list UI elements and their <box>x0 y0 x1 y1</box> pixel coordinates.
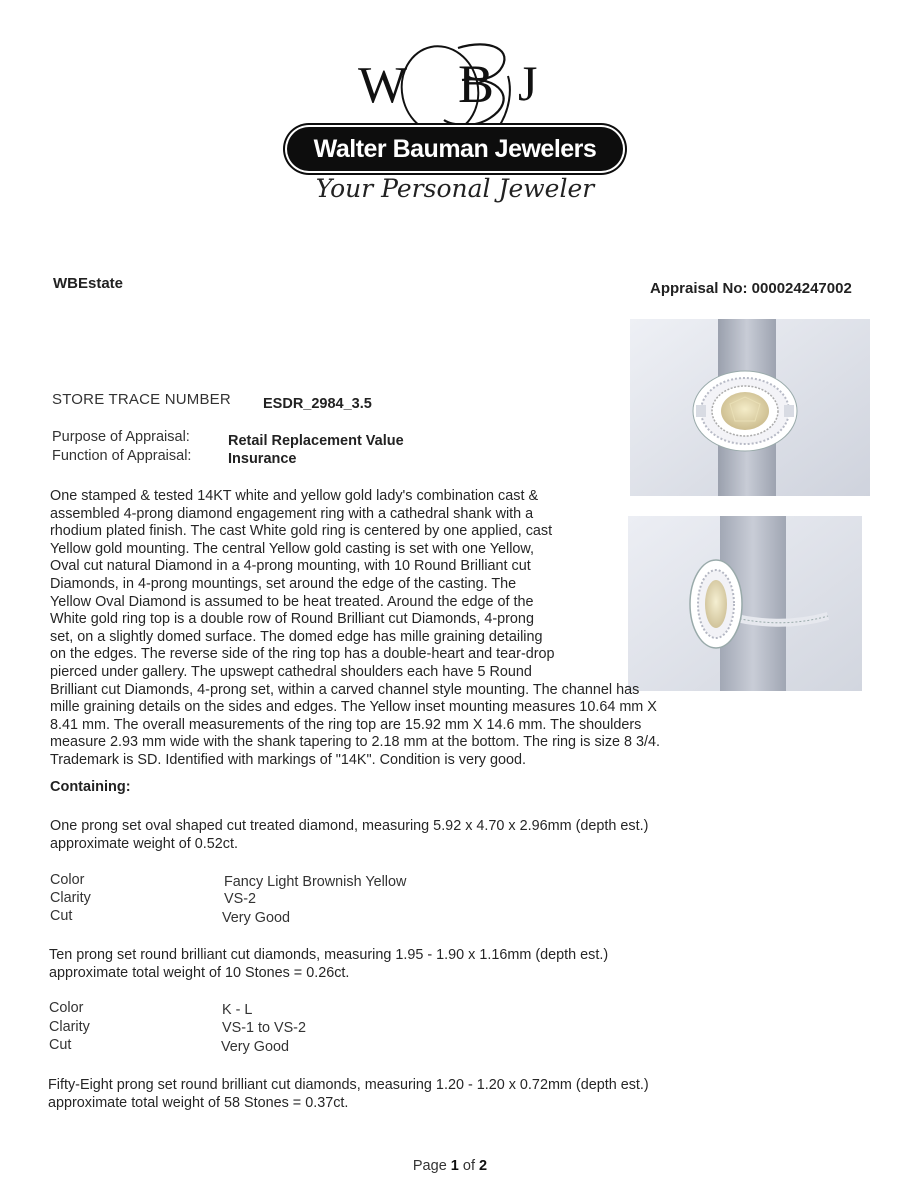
appraisal-number: Appraisal No: 000024247002 <box>650 280 852 297</box>
description-line: Brilliant cut Diamonds, 4-prong set, within a carved channel style mounting. The channel has <box>50 681 640 698</box>
stone-1-cut-label: Cut <box>50 908 73 924</box>
stone-1-clarity-value: VS-2 <box>224 891 256 907</box>
description-line: White gold ring top is a double row of Round Brilliant cut Diamonds, 4-prong <box>50 611 534 628</box>
description-line: Yellow Oval Diamond is assumed to be heat treated. Around the edge of the <box>50 593 534 610</box>
stone-line: approximate total weight of 10 Stones = 0.26ct. <box>49 964 350 981</box>
description-line: Trademark is SD. Identified with markings of "14K". Condition is very good. <box>50 751 526 768</box>
description-line: One stamped & tested 14KT white and yellow gold lady's combination cast & <box>50 488 539 504</box>
description-line: assembled 4-prong diamond engagement ring with a cathedral shank with a <box>50 505 534 522</box>
stone-1-clarity-label: Clarity <box>50 890 91 906</box>
ring-description <box>50 488 750 770</box>
description-line: measure 2.93 mm wide with the shank tapering to 2.18 mm at the bottom. The ring is size 8 3/4. <box>50 734 661 751</box>
tagline: Your Personal Jeweler <box>315 174 595 203</box>
stone-1-color-label: Color <box>50 872 85 888</box>
function-label: Function of Appraisal: <box>52 448 192 464</box>
page-current: 1 <box>450 1158 459 1174</box>
description-line: pierced under gallery. The upswept cathedral shoulders each have 5 Round <box>50 663 532 680</box>
description-line: Yellow gold mounting. The central Yellow gold casting is set with one Yellow, <box>50 540 535 557</box>
stone-2-color-label: Color <box>49 1000 84 1016</box>
page-word: Page <box>412 1158 447 1174</box>
description-line: on the edges. The reverse side of the ring top has a double-heart and tear-drop <box>50 646 555 663</box>
description-line: Oval cut natural Diamond in a 4-prong mounting, with 10 Round Brilliant cut <box>50 558 531 575</box>
stone-2-cut-value: Very Good <box>221 1039 289 1055</box>
stone-1-description <box>50 818 648 853</box>
page-indicator <box>0 1158 900 1174</box>
store-name: WBEstate <box>53 275 124 292</box>
description-line: mille graining details on the sides and edges. The Yellow inset mounting measures 10.64 mm X <box>50 699 657 716</box>
function-value: Insurance <box>228 451 297 467</box>
store-trace-value: ESDR_2984_3.5 <box>263 396 372 412</box>
svg-text:J: J <box>518 55 538 111</box>
stone-1-color-value: Fancy Light Brownish Yellow <box>224 874 407 890</box>
stone-1-cut-value: Very Good <box>222 910 290 926</box>
store-trace-label: STORE TRACE NUMBER <box>52 391 231 408</box>
stone-2-description <box>49 947 608 982</box>
ring-photo-top-view <box>630 319 870 496</box>
purpose-label: Purpose of Appraisal: <box>52 429 190 445</box>
brand-name: Walter Bauman Jewelers <box>313 135 597 163</box>
stone-line: approximate weight of 0.52ct. <box>50 835 238 852</box>
description-line: rhodium plated finish. The cast White gold ring is centered by one applied, cast <box>50 523 553 540</box>
wbj-monogram-logo <box>340 40 580 132</box>
stone-line: approximate total weight of 58 Stones = 0.37ct. <box>48 1094 349 1111</box>
stone-line: Ten prong set round brilliant cut diamonds, measuring 1.95 - 1.90 x 1.16mm (depth est.) <box>49 947 609 963</box>
description-line: set, on a slightly domed surface. The domed edge has mille graining detailing <box>50 628 543 645</box>
containing-heading: Containing: <box>50 779 131 795</box>
stone-line: One prong set oval shaped cut treated diamond, measuring 5.92 x 4.70 x 2.96mm (depth est.) <box>50 818 649 834</box>
stone-line: Fifty-Eight prong set round brilliant cut diamonds, measuring 1.20 - 1.20 x 0.72mm (depth est.) <box>48 1077 649 1093</box>
svg-text:W: W <box>358 57 408 114</box>
description-line: 8.41 mm. The overall measurements of the ring top are 15.92 mm X 14.6 mm. The shoulders <box>50 716 642 733</box>
description-line: Diamonds, in 4-prong mountings, set around the edge of the casting. The <box>50 575 517 592</box>
page-total: 2 <box>479 1158 488 1174</box>
purpose-value: Retail Replacement Value <box>228 433 404 449</box>
stone-2-clarity-value: VS-1 to VS-2 <box>222 1020 306 1036</box>
of-word: of <box>462 1158 475 1174</box>
svg-text:B: B <box>458 54 495 114</box>
stone-2-clarity-label: Clarity <box>49 1019 90 1035</box>
stone-2-color-value: K - L <box>222 1002 253 1018</box>
stone-2-cut-label: Cut <box>49 1037 72 1053</box>
stone-3-description <box>48 1077 649 1112</box>
